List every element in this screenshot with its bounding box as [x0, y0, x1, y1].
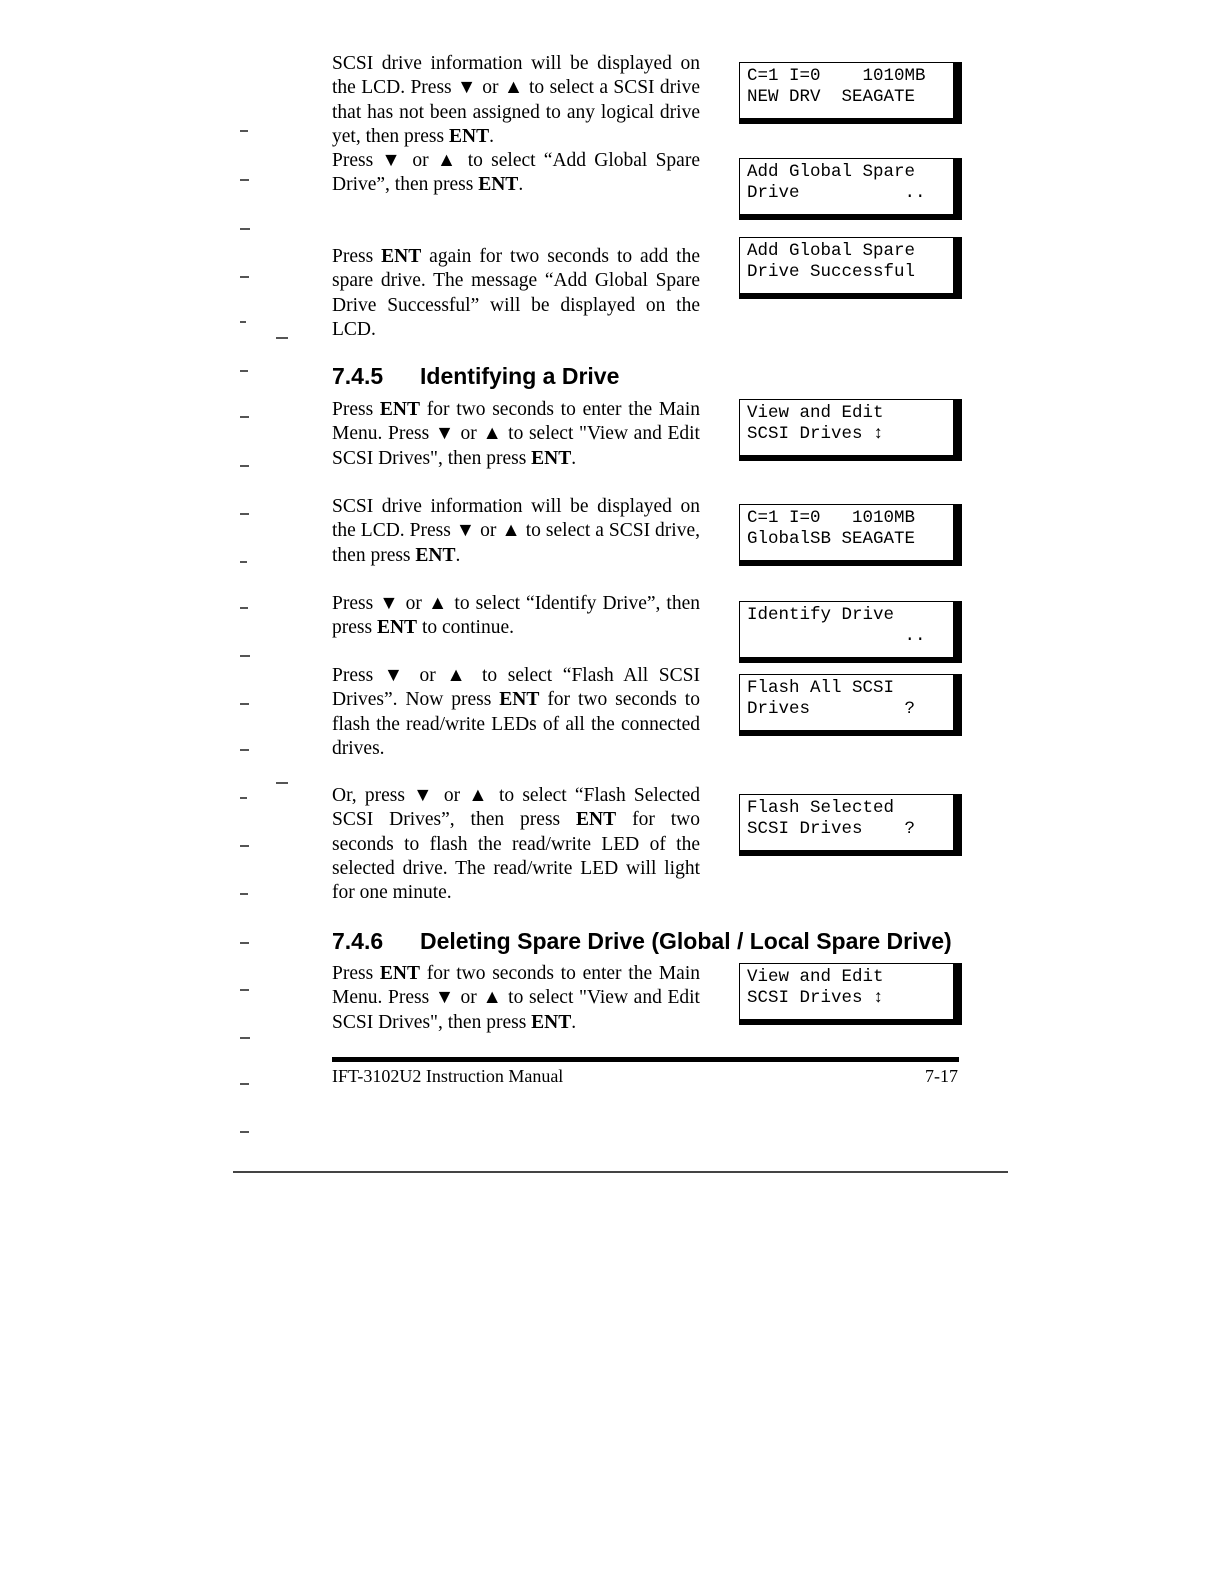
margin-mark	[276, 337, 288, 339]
lcd-display	[739, 601, 962, 663]
up-arrow-icon: ▲	[436, 150, 460, 171]
lcd-display	[739, 237, 962, 299]
lcd-line: SCSI Drives ?	[747, 819, 916, 839]
lcd-line: Flash All SCSI	[747, 678, 895, 698]
margin-mark	[240, 321, 246, 323]
margin-mark	[240, 465, 249, 467]
lcd-line: Drive Successful	[747, 262, 916, 282]
lcd-line: Add Global Spare	[747, 241, 916, 261]
lcd-line: GlobalSB SEAGATE	[747, 529, 916, 549]
lcd-display	[739, 504, 962, 566]
lcd-line: View and Edit	[747, 403, 884, 423]
lcd-line: View and Edit	[747, 967, 884, 987]
section-heading-identifying-drive: 7.4.5 Identifying a Drive	[332, 363, 620, 389]
margin-mark	[240, 893, 248, 895]
lcd-line: C=1 I=0 1010MB	[747, 508, 916, 528]
margin-mark	[240, 370, 248, 372]
lcd-line: Identify Drive	[747, 605, 895, 625]
down-arrow-icon: ▼	[457, 77, 477, 99]
margin-mark	[240, 228, 250, 230]
paragraph-confirm-spare: Press ENT again for two seconds to add the spare drive. The message “Add Global Spare Drive Successful” will be displayed on the LCD.	[332, 246, 700, 340]
lcd-display	[739, 62, 962, 124]
down-arrow-icon: ▼	[379, 593, 400, 614]
lcd-line: NEW DRV SEAGATE	[747, 87, 916, 107]
margin-mark	[240, 655, 250, 657]
up-arrow-icon: ▲	[446, 665, 472, 686]
margin-mark	[240, 845, 249, 847]
page-number: 7-17	[925, 1066, 958, 1086]
up-arrow-icon: ▲	[482, 987, 503, 1009]
lcd-display	[739, 794, 962, 856]
margin-mark	[276, 782, 288, 784]
paragraph-flash-selected: Or, press ▼ or ▲ to select “Flash Selected SCSI Drives”, then press ENT for two seconds to flash the read/write LED of the selected drive. The read/write LED will light for one minute.	[332, 785, 700, 904]
paragraph-select-drive: SCSI drive information will be displayed on the LCD. Press ▼ or ▲ to select a SCSI drive that has not been assigned to any logical drive yet, then press ENT.	[332, 53, 700, 147]
section-heading-deleting-spare: 7.4.6 Deleting Spare Drive (Global / Local Spare Drive)	[332, 928, 952, 954]
lcd-line: C=1 I=0 1010MB	[747, 66, 926, 86]
lcd-line: ..	[747, 626, 926, 646]
paragraph-select-scsi-drive: SCSI drive information will be displayed on the LCD. Press ▼ or ▲ to select a SCSI drive, then press ENT.	[332, 496, 700, 566]
down-arrow-icon: ▼	[434, 423, 455, 445]
lcd-line: Add Global Spare	[747, 162, 916, 182]
footer-rule	[332, 1057, 959, 1062]
margin-mark	[240, 942, 249, 944]
up-arrow-icon: ▲	[427, 593, 449, 614]
margin-mark	[240, 179, 249, 181]
down-arrow-icon: ▼	[413, 785, 436, 806]
margin-mark	[240, 607, 248, 609]
margin-mark	[240, 703, 249, 705]
lcd-display	[739, 963, 962, 1025]
down-arrow-icon: ▼	[434, 987, 455, 1009]
lcd-line: Drive ..	[747, 183, 926, 203]
margin-mark	[240, 416, 249, 418]
lcd-display	[739, 674, 962, 736]
margin-mark	[240, 513, 249, 515]
paragraph-main-menu: Press ENT for two seconds to enter the Main Menu. Press ▼ or ▲ to select "View and Edit SCSI Drives", then press ENT.	[332, 399, 700, 469]
lcd-display	[739, 158, 962, 220]
lcd-line: Drives ?	[747, 699, 916, 719]
up-arrow-icon: ▲	[503, 77, 524, 99]
lcd-line: SCSI Drives ↕	[747, 424, 884, 444]
down-arrow-icon: ▼	[455, 520, 476, 542]
scan-edge-line	[233, 1171, 1008, 1173]
margin-mark	[240, 561, 247, 563]
lcd-line: Flash Selected	[747, 798, 895, 818]
paragraph-add-global-spare: Press ▼ or ▲ to select “Add Global Spare Drive”, then press ENT.	[332, 150, 700, 196]
paragraph-identify-drive: Press ▼ or ▲ to select “Identify Drive”, then press ENT to continue.	[332, 593, 700, 639]
margin-mark	[240, 989, 249, 991]
up-arrow-icon: ▲	[468, 785, 491, 806]
footer-manual-title: IFT-3102U2 Instruction Manual	[332, 1066, 564, 1086]
paragraph-flash-all: Press ▼ or ▲ to select “Flash All SCSI Drives”. Now press ENT for two seconds to flash the read/write LEDs of all the connected drives.	[332, 665, 700, 759]
margin-mark	[240, 1037, 250, 1039]
down-arrow-icon: ▼	[383, 665, 409, 686]
margin-mark	[240, 1083, 249, 1085]
lcd-line: SCSI Drives ↕	[747, 988, 884, 1008]
margin-mark	[240, 130, 248, 132]
margin-mark	[240, 797, 247, 799]
margin-mark	[240, 749, 249, 751]
up-arrow-icon: ▲	[482, 423, 503, 445]
lcd-display	[739, 399, 962, 461]
up-arrow-icon: ▲	[501, 520, 521, 542]
down-arrow-icon: ▼	[381, 150, 405, 171]
margin-mark	[240, 276, 249, 278]
paragraph-main-menu-2: Press ENT for two seconds to enter the Main Menu. Press ▼ or ▲ to select "View and Edit SCSI Drives", then press ENT.	[332, 963, 700, 1033]
margin-mark	[240, 1131, 249, 1133]
